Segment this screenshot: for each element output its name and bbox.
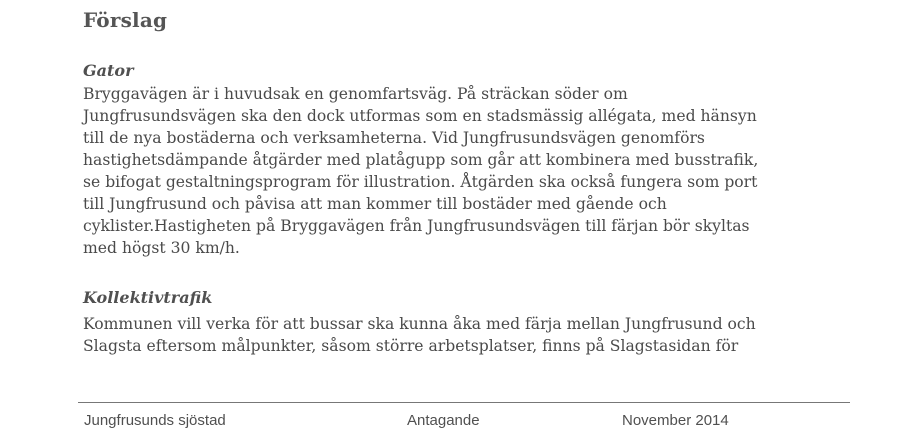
text-line: se bifogat gestaltningsprogram för illustration. Åtgärden ska också fungera som port — [83, 173, 758, 191]
text-line: till de nya bostäderna och verksamheterna. Vid Jungfrusundsvägen genomförs — [83, 129, 705, 147]
paragraph-kollektivtrafik — [83, 313, 756, 357]
text-line: med högst 30 km/h. — [83, 239, 240, 257]
footer-date: November 2014 — [622, 412, 729, 429]
text-line: Jungfrusundsvägen ska den dock utformas som en stadsmässig allégata, med hänsyn — [83, 107, 757, 125]
text-line: Kommunen vill verka för att bussar ska kunna åka med färja mellan Jungfrusund och — [83, 315, 756, 333]
text-line: till Jungfrusund och påvisa att man kommer till bostäder med gående och — [83, 195, 667, 213]
text-line: Slagsta eftersom målpunkter, såsom större arbetsplatser, finns på Slagstasidan för — [83, 337, 739, 355]
footer-status: Antagande — [407, 412, 480, 429]
footer-project-name: Jungfrusunds sjöstad — [84, 412, 226, 429]
paragraph-gator — [83, 83, 758, 259]
subheading-kollektivtrafik: Kollektivtrafik — [83, 288, 213, 307]
footer-divider — [78, 402, 850, 403]
section-heading: Förslag — [83, 8, 168, 32]
text-line: hastighetsdämpande åtgärder med platågupp som går att kombinera med busstrafik, — [83, 151, 759, 169]
text-line: cyklister.Hastigheten på Bryggavägen från Jungfrusundsvägen till färjan bör skyltas — [83, 217, 750, 235]
text-line: Bryggavägen är i huvudsak en genomfartsväg. På sträckan söder om — [83, 85, 628, 103]
subheading-gator: Gator — [83, 61, 134, 80]
